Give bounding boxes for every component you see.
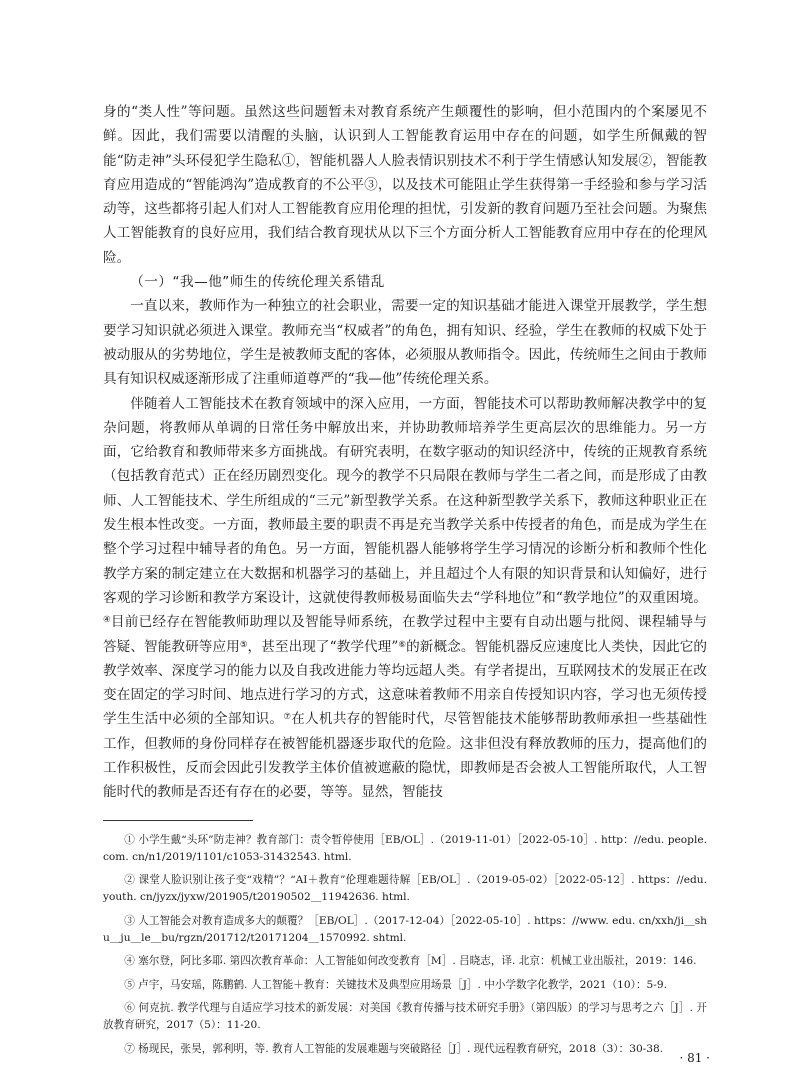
body-text (103, 100, 707, 805)
footnote-marker-6[interactable]: ⑥ (398, 639, 407, 650)
footnote-6: ⑥ 何克抗. 教学代理与自适应学习技术的新发展：对美国《教育传播与技术研究手册》（第四版）的学习与思考之六［J］. 开放教育研究，2017（5）：11-20. (103, 1002, 707, 1032)
section-heading: （一）“我—他”师生的传统伦理关系错乱 (130, 274, 385, 291)
footnote-divider (103, 820, 253, 821)
footnote-3: ③ 人工智能会对教育造成多大的颠覆？［EB/OL］.（2017-12-04）［2022-05-10］. https：//www. edu. cn/xxh/ji＿shu＿ju＿le＿bu/rgzn/201712/t20171204＿1570992. shtml. (103, 914, 707, 944)
footnotes (103, 832, 707, 1058)
document-page (103, 100, 707, 1064)
footnote-5: ⑤ 卢宇，马安瑶，陈鹏鹤. 人工智能＋教育：关键技术及典型应用场景［J］. 中小学数字化教学，2021（10）：5-9. (124, 978, 667, 991)
paragraph-text-segment: 伴随着人工智能技术在教育领域中的深入应用，一方面，智能技术可以帮助教师解决教学中的复杂问题，将教师从单调的日常任务中解放出来，并协助教师培养学生更高层次的思维能力。另一方面，它给教育和教师带来多方面挑战。有研究表明，在数字驱动的知识经济中，传统的正规教育系统（包括教育范式）正在经历剧烈变化。现今的教学不只局限在教师与学生二者之间，而是形成了由教师、人工智能技术、学生所组成的“三元”新型教学关系。在这种新型教学关系下，教师这种职业正在发生根本性改变。一方面，教师最主要的职责不再是充当教学关系中传授者的角色，而是成为学生在整个学习过程中辅导者的角色。另一方面，智能机器人能够将学生学习情况的诊断分析和教师个性化教学方案的制定建立在大数据和机器学习的基础上，并且超过个人有限的知识背景和认知偏好，进行客观的学习诊断和教学方案设计，这就使得教师极易面临失去“学科地位”和“教学地位”的双重困境。 (103, 395, 707, 606)
footnote-marker-7[interactable]: ⑦ (283, 712, 292, 723)
footnote-4: ④ 塞尔登，阿比多耶. 第四次教育革命：人工智能如何改变教育［M］. 吕晓志，译. 北京：机械工业出版社，2019：146. (124, 955, 697, 968)
paragraph-text-segment: ，甚至出现了“教学代理” (247, 638, 399, 655)
paragraph-text-segment: 目前已经存在智能教师助理以及智能导师系统，在教学过程中主要有自动出题与批阅、课程辅导与答疑、智能教研等应用 (103, 614, 708, 655)
footnote-2: ② 课堂人脸识别让孩子变“戏精”？“AI＋教育”伦理难题待解［EB/OL］.（2019-05-02）［2022-05-12］. https：//edu. youth. cn/jyzx/jyxw/201905/t20190502＿11942636. html. (103, 874, 707, 904)
paragraph-text-segment: 的新概念。智能机器反应速度比人类快，因此它的教学效率、深度学习的能力以及自我改进能力等均远超人类。有学者提出，互联网技术的发展正在改变在固定的学习时间、地点进行学习的方式，这意味着教师不用亲自传授知识内容，学习也无须传授学生生活中必须的全部知识。 (103, 638, 708, 728)
paragraph-text-segment: 在人机共存的智能时代，尽管智能技术能够帮助教师承担一些基础性工作，但教师的身份同样存在被智能机器逐步取代的危险。这非但没有释放教师的压力，提高他们的工作积极性，反而会因此引发教学主体价值被遮蔽的隐忧，即教师是否会被人工智能所取代，人工智能时代的教师是否还有存在的必要，等等。显然，智能技 (103, 711, 708, 801)
paragraph-teacher-authority: 一直以来，教师作为一种独立的社会职业，需要一定的知识基础才能进入课堂开展教学，学生想要学习知识就必须进入课堂。教师充当“权威者”的角色，拥有知识、经验，学生在教师的权威下处于被动服从的劣势地位，学生是被教师支配的客体，必须服从教师指令。因此，传统师生之间由于教师具有知识权威逐渐形成了注重师道尊严的“我—他”传统伦理关系。 (103, 298, 707, 388)
intro-paragraph: 身的“类人性”等问题。虽然这些问题暂未对教育系统产生颠覆性的影响，但小范围内的个案屡见不鲜。因此，我们需要以清醒的头脑，认识到人工智能教育运用中存在的问题，如学生所佩戴的智能“防走神”头环侵犯学生隐私①，智能机器人人脸表情识别技术不利于学生情感认知发展②，智能教育应用造成的“智能鸿沟”造成教育的不公平③，以及技术可能阻止学生获得第一手经验和参与学习活动等，这些都将引起人们对人工智能教育应用伦理的担忧，引发新的教育问题乃至社会问题。为聚焦人工智能教育的良好应用，我们结合教育现状从以下三个方面分析人工智能教育应用中存在的伦理风险。 (103, 104, 707, 266)
footnote-marker-4[interactable]: ④ (103, 615, 111, 626)
footnote-marker-5[interactable]: ⑤ (239, 639, 248, 650)
page-number: · 81 · (679, 1051, 710, 1065)
footnote-7: ⑦ 杨现民，张昊，郭利明，等. 教育人工智能的发展难题与突破路径［J］. 现代远程教育研究，2018（3）：30-38. (124, 1042, 664, 1055)
paragraph-ai-challenges (103, 392, 707, 805)
footnote-1: ① 小学生戴“头环”防走神？教育部门：责令暂停使用［EB/OL］.（2019-11-01）［2022-05-10］. http：//edu. people. com. cn/n1/2019/1101/c1053-31432543. html. (103, 833, 707, 863)
